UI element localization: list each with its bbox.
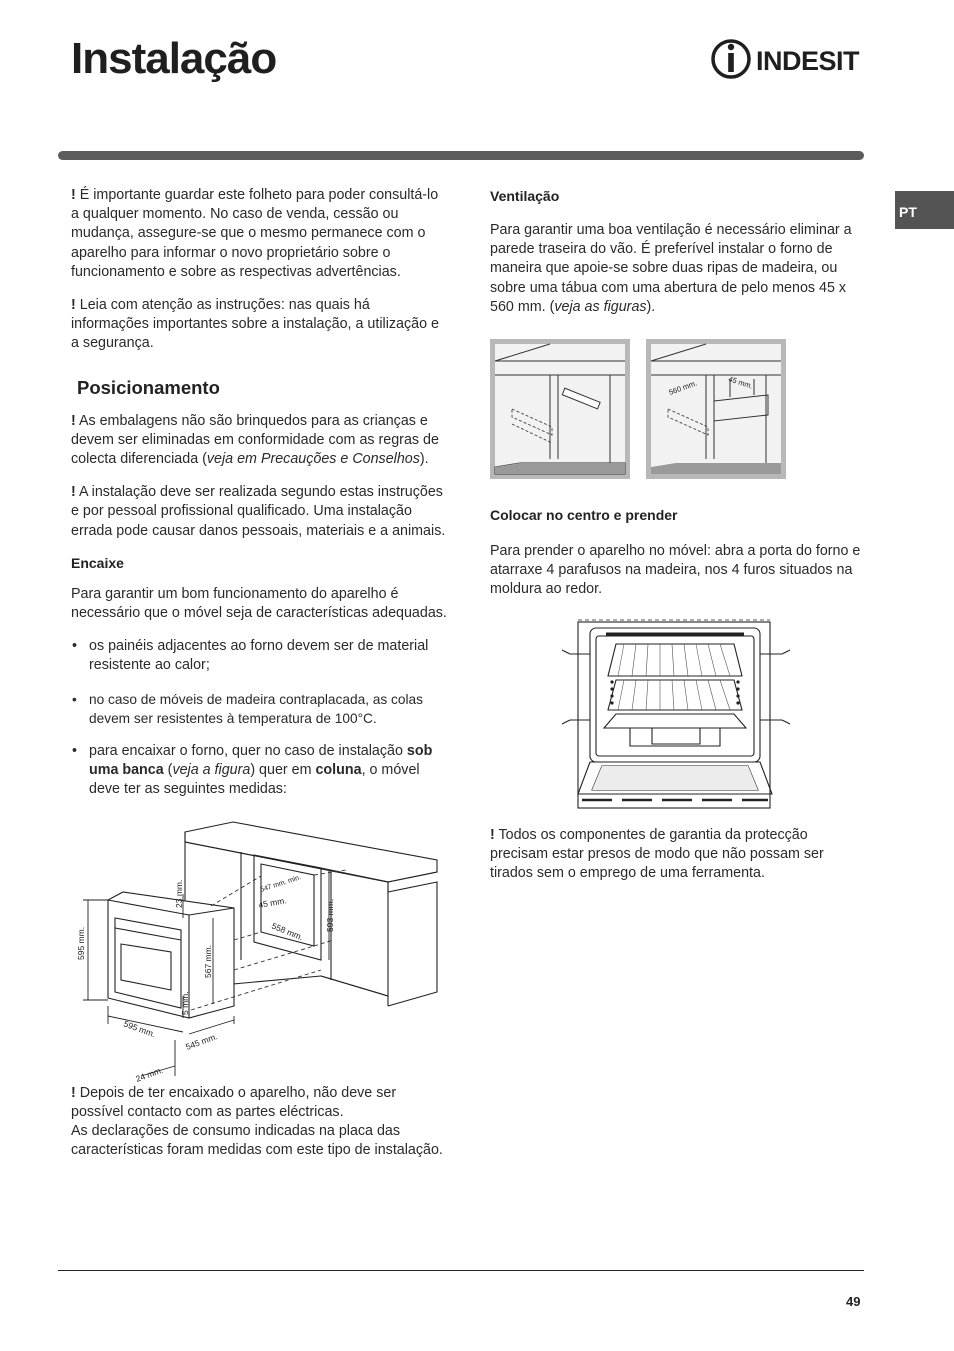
dim-label: 595 mm. xyxy=(76,926,86,960)
final-paragraph-2: As declarações de consumo indicadas na placa das características foram medidas com este tipo de instalação. xyxy=(71,1123,443,1159)
oven-fixing-diagram xyxy=(490,614,862,810)
language-tab: PT xyxy=(895,191,954,229)
encaixe-heading: Encaixe xyxy=(71,554,124,571)
warning-mark: ! xyxy=(71,484,76,501)
page-number: 49 xyxy=(846,1294,861,1309)
dim-label: 23 mm. xyxy=(174,879,184,908)
dim-label: 593 mm. xyxy=(325,898,335,932)
dim-label: 5 mm. xyxy=(180,991,190,1015)
positioning-heading: Posicionamento xyxy=(77,376,220,398)
requirements-list xyxy=(71,637,449,799)
dim-label: 560 mm. xyxy=(667,378,699,397)
final-paragraph-1: ! Depois de ter encaixado o aparelho, não deve ser possível contacto com as partes eléctricas. xyxy=(71,1084,397,1120)
warning-mark: ! xyxy=(71,297,76,314)
right-column xyxy=(490,186,862,883)
warning-mark: ! xyxy=(71,412,76,429)
installation-diagram xyxy=(71,820,449,1090)
page-title: Instalação xyxy=(71,34,277,83)
header-rule xyxy=(58,151,864,160)
intro-paragraph-1: ! É importante guardar este folheto para poder consultá-lo a qualquer momento. No caso de venda, cessão ou mudança, assegure-se que o mesmo permanece com o aparelho para informar o novo proprietário sobre o funcionamento e sobre as respectivas advertências. xyxy=(71,187,439,280)
dim-label: 24 mm. xyxy=(134,1064,165,1084)
intro-paragraph-2: ! Leia com atenção as instruções: nas quais há informações importantes sobre a instalação, a utilização e a segurança. xyxy=(71,297,439,352)
centering-heading: Colocar no centro e prender xyxy=(490,507,678,524)
list-item: • no caso de móveis de madeira contraplacada, as colas devem ser resistentes à temperatura de 100°C. xyxy=(71,690,449,728)
ventilation-figure-board xyxy=(646,339,786,479)
brand-name: INDESIT xyxy=(756,46,860,76)
warning-mark: ! xyxy=(71,1084,76,1101)
protection-paragraph: ! Todos os componentes de garantia da protecção precisam estar presos de modo que não possam ser tirados sem o emprego de uma ferramenta. xyxy=(490,826,824,882)
list-item: • para encaixar o forno, quer no caso de instalação sob uma banca (veja a figura) quer em coluna, o móvel deve ter as seguintes medidas: xyxy=(71,742,449,800)
ventilation-heading: Ventilação xyxy=(490,188,560,204)
warning-mark: ! xyxy=(71,187,76,203)
dim-label: 595 mm. xyxy=(122,1018,157,1039)
ventilation-diagrams xyxy=(490,339,786,481)
indesit-logo xyxy=(710,36,870,82)
dim-label: 567 mm. xyxy=(203,944,213,978)
centering-paragraph: Para prender o aparelho no móvel: abra a porta do forno e atarraxe 4 parafusos na madeira, nos 4 furos situados na moldura ao redor. xyxy=(490,543,861,598)
footer-rule xyxy=(58,1270,864,1271)
warning-mark: ! xyxy=(490,826,495,843)
encaixe-paragraph: Para garantir um bom funcionamento do aparelho é necessário que o móvel seja de características adequadas. xyxy=(71,585,447,622)
dim-label: 45 mm. xyxy=(727,374,754,391)
list-item: • os painéis adjacentes ao forno devem ser de material resistente ao calor; xyxy=(71,637,449,675)
positioning-paragraph-2: ! A instalação deve ser realizada segundo estas instruções e por pessoal profissional qualificado. Uma instalação errada pode causar danos pessoais, materiais e a animais. xyxy=(71,484,446,539)
left-column xyxy=(71,186,449,1160)
ventilation-figure-slats xyxy=(490,339,630,479)
dim-label: 558 mm. xyxy=(270,920,305,942)
dim-label: 45 mm. xyxy=(257,894,288,910)
dim-label: 547 mm. min. xyxy=(259,873,302,894)
dim-label: 545 mm. xyxy=(184,1030,219,1052)
positioning-paragraph-1: ! As embalagens não são brinquedos para as crianças e devem ser eliminadas em conformidade com as regras de colecta diferenciada (veja em Precauções e Conselhos). xyxy=(71,412,439,468)
ventilation-paragraph: Para garantir uma boa ventilação é necessário eliminar a parede traseira do vão. É preferível instalar o forno de maneira que apoie-se sobre duas ripas de madeira, ou sobre uma tábua com uma abertura de pelo menos 45 x 560 mm. (veja as figuras). xyxy=(490,222,852,315)
